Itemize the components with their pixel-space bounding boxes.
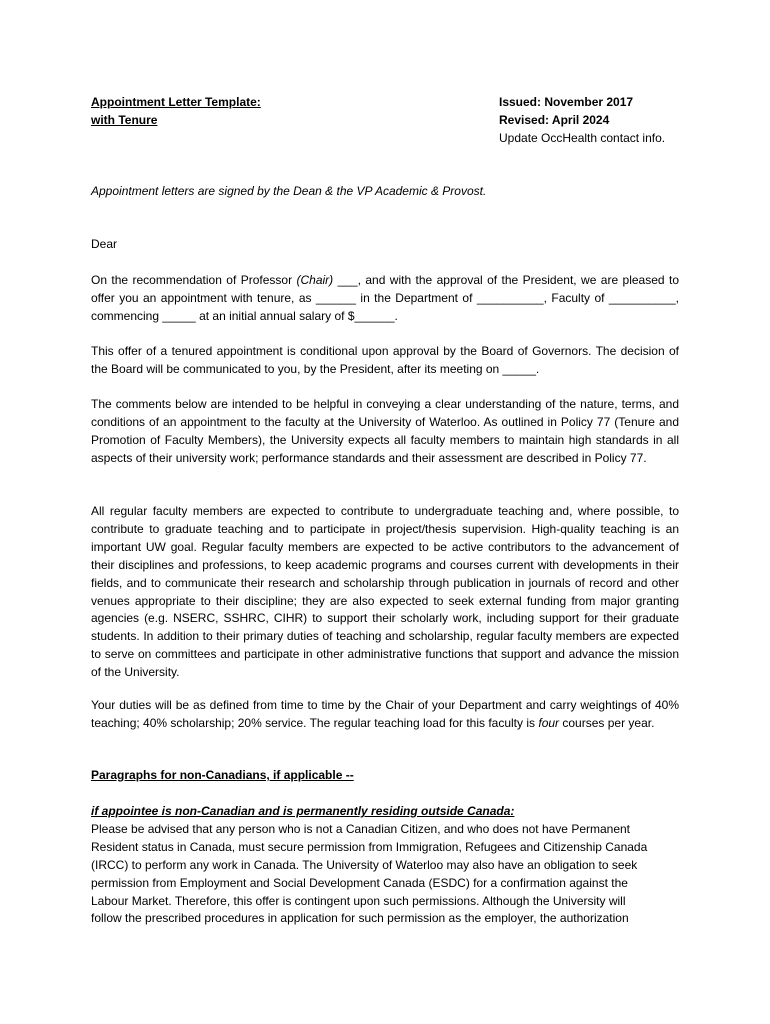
paragraph-duties-text-a: Your duties will be as defined from time to time by the Chair of your Department and carry weightings of 40% teaching; 40% scholarship; 20% service. The regular teaching load for this faculty is [91,698,679,730]
signing-note: Appointment letters are signed by the Dean & the VP Academic & Provost. [91,184,487,198]
template-title [91,94,421,130]
non-canadian-line: Please be advised that any person who is not a Canadian Citizen, and who does not have Permanent [91,821,631,836]
revised-date: Revised: April 2024 [499,112,610,127]
template-title-line2: with Tenure [91,112,158,127]
non-canadian-line: Labour Market. Therefore, this offer is contingent upon such permissions. Although the University will [91,893,626,908]
non-canadian-heading-text: Paragraphs for non-Canadians, if applicable -- [91,768,354,782]
template-title-line1: Appointment Letter Template: [91,95,261,109]
non-canadian-line: (IRCC) to perform any work in Canada. The University of Waterloo may also have an obligation to seek [91,857,638,872]
teaching-load-count: four [538,715,560,730]
non-canadian-section [91,803,731,928]
paragraph-duties [91,697,679,733]
non-canadian-line: follow the prescribed procedures in application for such permission as the employer, the authorization [91,911,629,926]
paragraph-recommendation-text-a: On the recommendation of Professor [91,273,297,287]
update-note: Update OccHealth contact info. [499,130,666,145]
revision-info [499,94,739,148]
paragraph-recommendation [91,272,679,326]
paragraph-policy-77: The comments below are intended to be helpful in conveying a clear understanding of the nature, terms, and conditions of an appointment to the faculty at the University of Waterloo. As outlined in Policy 77 (Tenure and Promotion of Faculty Members), the University expects all faculty members to maintain high standards in all aspects of their university work; performance standards and their assessment are described in Policy 77. [91,397,679,465]
paragraph-faculty-expectations: All regular faculty members are expected to contribute to undergraduate teaching and, where possible, to contribute to graduate teaching and to participate in project/thesis supervision. High-quality teaching is an important UW goal. Regular faculty members are expected to be active contributors to the advancement of their disciplines and professions, to keep academic programs and courses current with developments in their fields, and to communicate their research and scholarship through publication in journals of record and other venues appropriate to their discipline; they are also expected to seek external funding from major granting agencies (e.g. NSERC, SSHRC, CIHR) to support their scholarly work, including support for their graduate students. In addition to their primary duties of teaching and scholarship, regular faculty members are expected to serve on committees and participate in other administrative functions that support and advance the mission of the University. [91,504,679,680]
paragraph-duties-text-b: courses per year. [559,715,655,730]
paragraph-board-approval: This offer of a tenured appointment is conditional upon approval by the Board of Governors. The decision of the Board will be communicated to you, by the President, after its meeting on _____. [91,344,679,376]
chair-placeholder: (Chair) [296,273,334,287]
issued-date: Issued: November 2017 [499,95,634,109]
salutation: Dear [91,237,118,251]
non-canadian-heading [91,767,679,785]
paragraph-recommendation-text-b: ___, and with the approval of the President, we are pleased to offer you an appointment with tenure, as ______ in the Department of __________, Faculty of __________, commencing _____ at an initial annual salary of $______. [91,273,679,323]
non-canadian-subheading: if appointee is non-Canadian and is permanently residing outside Canada: [91,804,515,818]
non-canadian-line: Resident status in Canada, must secure permission from Immigration, Refugees and Citizenship Canada [91,839,648,854]
non-canadian-line: permission from Employment and Social Development Canada (ESDC) for a confirmation against the [91,875,628,890]
